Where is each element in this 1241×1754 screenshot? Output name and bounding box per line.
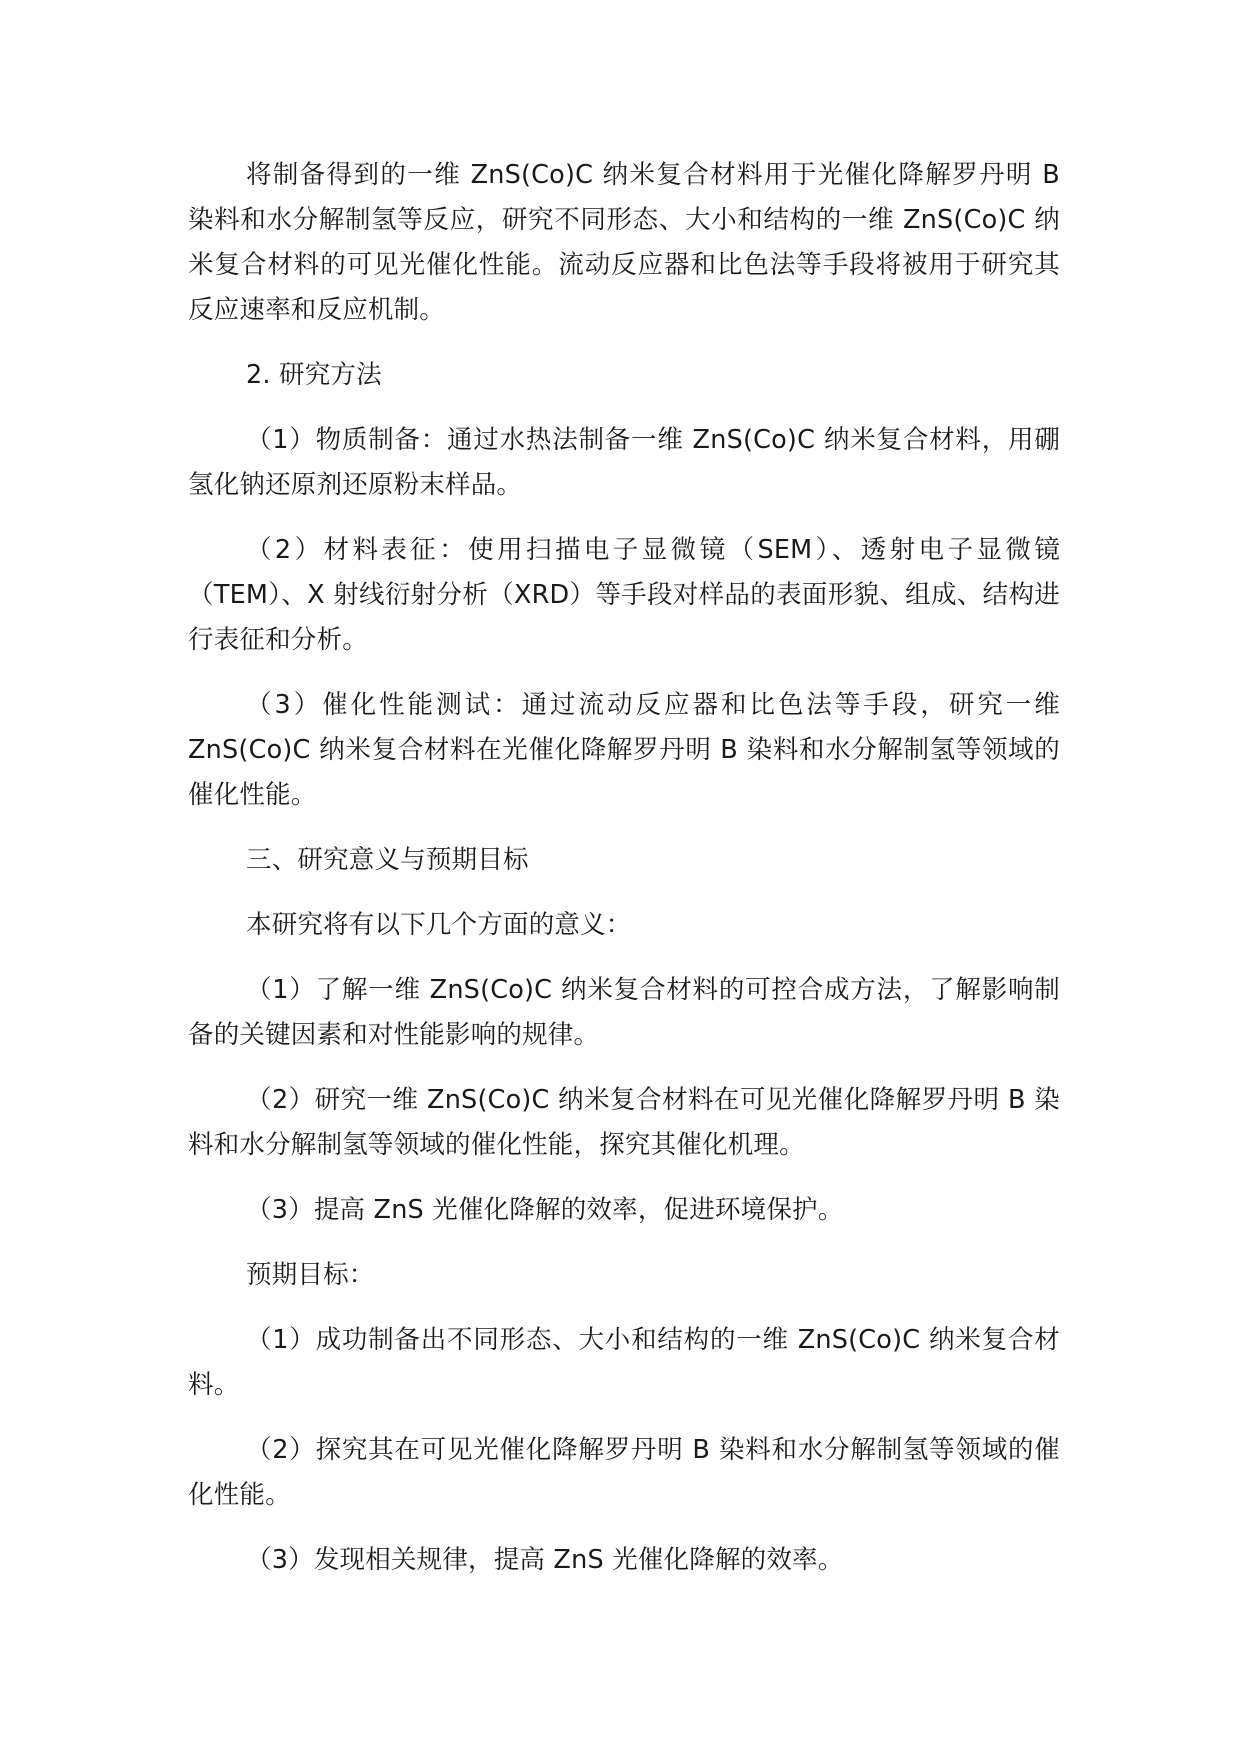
paragraph-goal-3: （3）发现相关规律，提高 ZnS 光催化降解的效率。 [246, 1545, 844, 1575]
paragraph-material-preparation: （1）物质制备：通过水热法制备一维 ZnS(Co)C 纳米复合材料，用硼氢化钠还原剂还原粉末样品。 [188, 425, 1060, 500]
paragraph-goal-1: （1）成功制备出不同形态、大小和结构的一维 ZnS(Co)C 纳米复合材料。 [188, 1325, 1060, 1400]
paragraph-goals-intro: 预期目标： [246, 1260, 375, 1290]
paragraph-significance-intro: 本研究将有以下几个方面的意义： [246, 910, 632, 940]
paragraph-significance-1: （1）了解一维 ZnS(Co)C 纳米复合材料的可控合成方法，了解影响制备的关键因素和对性能影响的规律。 [188, 975, 1060, 1050]
paragraph-significance-3: （3）提高 ZnS 光催化降解的效率，促进环境保护。 [246, 1195, 844, 1225]
paragraph-goal-2: （2）探究其在可见光催化降解罗丹明 B 染料和水分解制氢等领域的催化性能。 [188, 1435, 1060, 1510]
paragraph-significance-2: （2）研究一维 ZnS(Co)C 纳米复合材料在可见光催化降解罗丹明 B 染料和水分解制氢等领域的催化性能，探究其催化机理。 [188, 1085, 1060, 1160]
paragraph-material-characterization: （2）材料表征：使用扫描电子显微镜（SEM）、透射电子显微镜（TEM）、X 射线衍射分析（XRD）等手段对样品的表面形貌、组成、结构进行表征和分析。 [188, 535, 1060, 655]
paragraph-application: 将制备得到的一维 ZnS(Co)C 纳米复合材料用于光催化降解罗丹明 B 染料和水分解制氢等反应，研究不同形态、大小和结构的一维 ZnS(Co)C 纳米复合材料的可见光催化性能。流动反应器和比色法等手段将被用于研究其反应速率和反应机制。 [188, 160, 1060, 325]
heading-research-methods: 2. 研究方法 [246, 360, 382, 390]
paragraph-catalytic-testing: （3）催化性能测试：通过流动反应器和比色法等手段，研究一维 ZnS(Co)C 纳米复合材料在光催化降解罗丹明 B 染料和水分解制氢等领域的催化性能。 [188, 690, 1060, 810]
document-body [188, 153, 1060, 1603]
heading-significance-and-goals: 三、研究意义与预期目标 [246, 845, 529, 875]
